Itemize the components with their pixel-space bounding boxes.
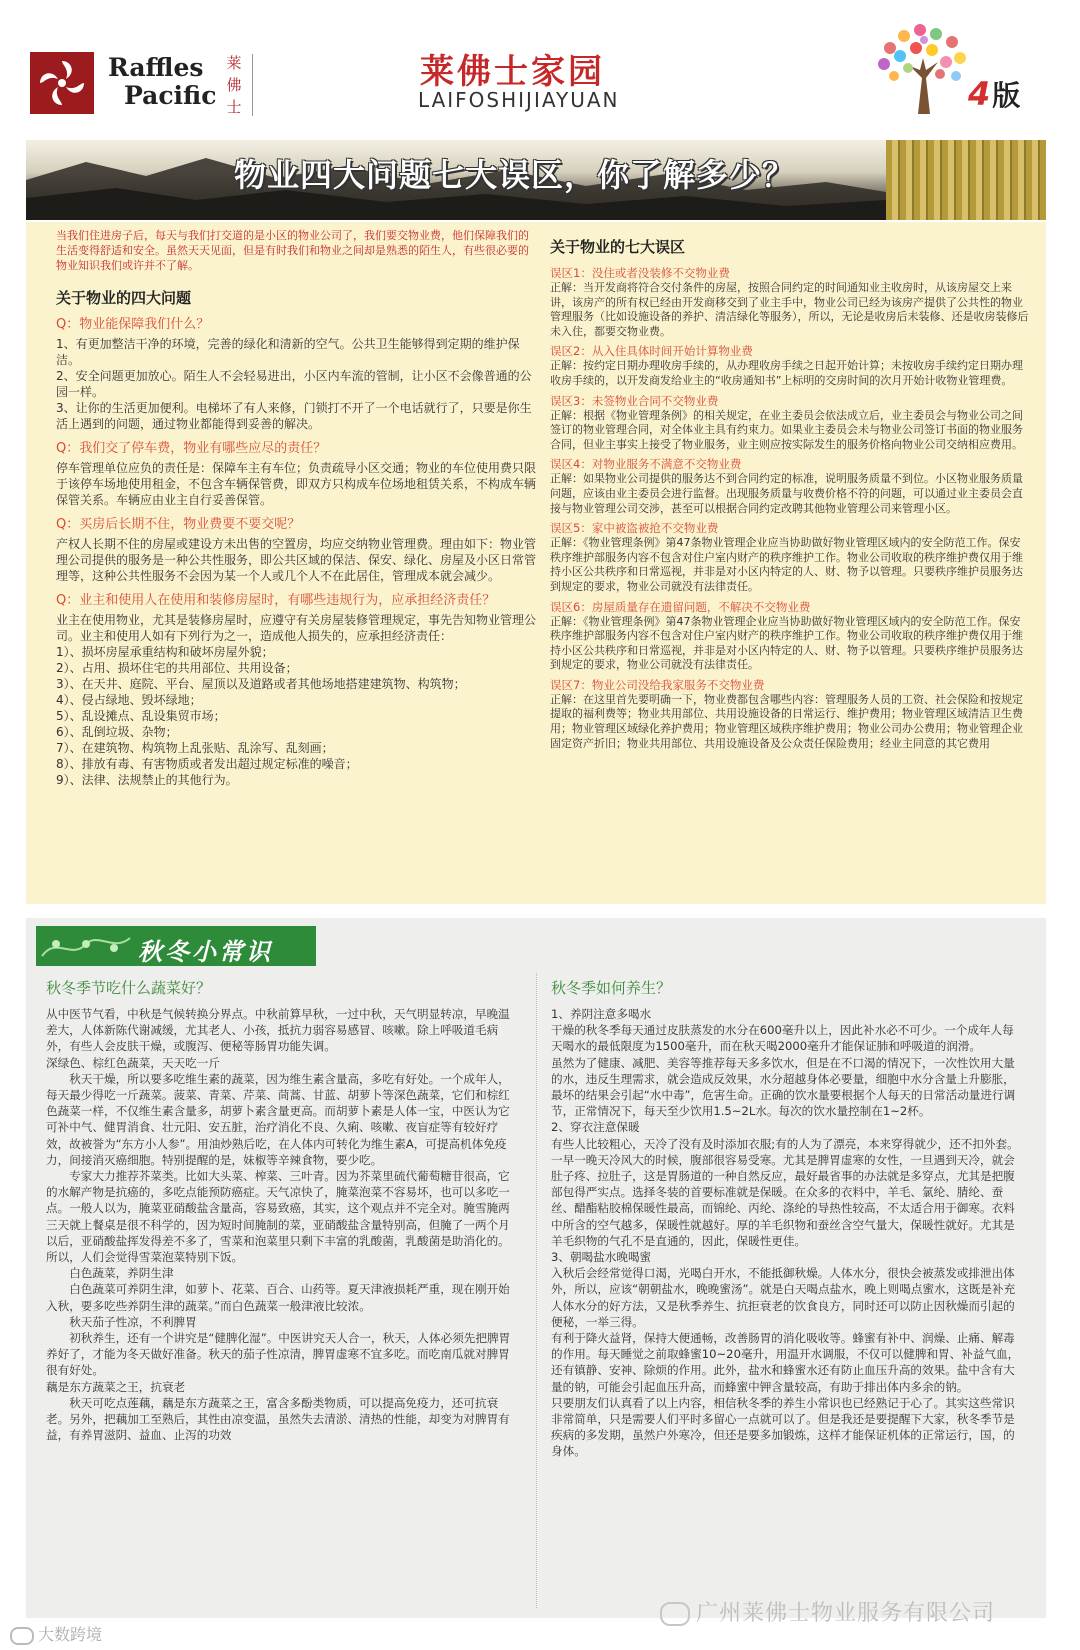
answer-4-item: 9）、法律、法规禁止的其他行为。 <box>56 773 238 787</box>
question-1: Q：物业能保障我们什么？ <box>56 317 210 332</box>
paragraph: 秋天可吃点莲藕，藕是东方蔬菜之王，富含多酚类物质，可以提高免疫力，还可抗衰老。另外，把藕加工至熟后，其性由凉变温，虽然失去清淤、清热的性能，却变为对脾胃有益，有养胃滋阴、益血、止泻的功效 <box>46 1395 510 1443</box>
four-questions-title: 关于物业的四大问题 <box>56 289 192 307</box>
brand-name-en <box>108 54 216 110</box>
answer-4-item: 1）、损坏房屋承重结构和破坏房屋外貌； <box>56 645 274 659</box>
paragraph: 初秋养生，还有一个讲究是“健脾化湿”。中医讲究天人合一，秋天，人体必须先把脾胃养好了，才能为冬天做好准备。秋天的茄子性凉清，脾胃虚寒不宜多吃。而吃南瓜就对脾胃很有好处。 <box>46 1331 511 1378</box>
paragraph: 白色蔬菜，养阴生津 <box>46 1266 174 1281</box>
answer-4-item: 7）、在建筑物、构筑物上乱张贴、乱涂写、乱刻画； <box>56 741 334 755</box>
paragraph: 只要朋友们认真看了以上内容，相信秋冬季的养生小常识也已经熟记于心了。其实这些常识非常简单，只是需要人们平时多留心一点就可以了。但是我还是要提醒下大家，秋冬季节是疾病的多发期，虽然户外寒冷，但还是要多加锻炼，这样才能保证机体的正常运行，国，的身体。 <box>551 1395 1015 1459</box>
answer-1-item: 2、安全问题更加放心。陌生人不会轻易进出，小区内车流的管制，让小区不会像普通的公园一样。 <box>56 369 532 399</box>
misconception-body: 正解：《物业管理条例》第47条物业管理企业应当协助做好物业管理区域内的安全防范工作。保安秩序维护部服务内容不包含对住户室内财产的秩序维护工作。物业公司收取的秩序维护费仅用于维持小区公共秩序和日常巡视，并非是对小区内特定的人、财、物予以管理。只要秩序维护员服务达到规定的要求，物业公司就没有法律责任。 <box>550 614 1023 672</box>
paragraph: 虽然为了健康、减肥、美容等推荐每天多多饮水，但是在不口渴的情况下，一次性饮用大量的水，违反生理需求，就会造成反效果，水分超越身体必要量，细胞中水分含量上升膨胀，最坏的结果会引起“水中毒”，危害生命。正确的饮水量要根据个人每天的日常活动量进行调节，正常情况下，每天至少饮用1.5~2L水。每次的饮水量控制在1~2杯。 <box>551 1055 1016 1119</box>
wechat-icon <box>660 1602 690 1626</box>
question-4: Q：业主和使用人在使用和装修房屋时，有哪些违规行为，应承担经济责任？ <box>56 593 496 608</box>
question-2: Q：我们交了停车费，物业有哪些应尽的责任？ <box>56 441 327 456</box>
answer-3: 产权人长期不住的房屋或建设方未出售的空置房，均应交纳物业管理费。理由如下：物业管理公司提供的服务是一种公共性服务，即公共区域的保洁、保安、绿化、房屋及小区日常管理等，这种公共性服务不会因为某一个人或几个人不在此居住，管理成本就会减少。 <box>56 537 537 583</box>
answer-1-item: 1、有更加整洁干净的环境，完善的绿化和清新的空气。公共卫生能够得到定期的维护保洁。 <box>56 337 520 367</box>
paragraph: 1、养阴注意多喝水 <box>551 1007 652 1021</box>
misconception-title: 误区2：从入住具体时间开始计算物业费 <box>550 344 753 359</box>
misconception-body: 正解：在这里首先要明确一下，物业费都包含哪些内容：管理服务人员的工资、社会保险和按规定提取的福利费等；物业共用部位、共用设施设备的日常运行、维护费用；物业管理区域清洁卫生费用；物业管理区域绿化养护费用；物业管理区域秩序维护费用；物业公司办公费用；物业管理企业固定资产折旧；物业共用部位、共用设施设备及公众责任保险费用；经业主同意的其它费用 <box>550 692 1023 750</box>
vine-ornament-icon <box>36 926 136 966</box>
column-divider <box>536 973 537 1608</box>
title-banner <box>26 140 1046 220</box>
answer-4-intro: 业主在使用物业，尤其是装修房屋时，应遵守有关房屋装修管理规定，事先告知物业管理公司。业主和使用人如有下列行为之一，造成他人损失的，应承担经济责任： <box>56 613 537 643</box>
paragraph: 入秋后会经常觉得口渴，光喝白开水，不能抵御秋燥。人体水分，很快会被蒸发或排泄出体外，所以，应该“朝朝盐水，晚晚蜜汤”。就是白天喝点盐水，晚上则喝点蜜水，这既是补充人体水分的好方法，又是秋季养生、抗拒衰老的饮食良方，同时还可以防止因秋燥而引起的便秘，一举三得。 <box>551 1266 1016 1329</box>
misconception-body: 正解：根据《物业管理条例》的相关规定，在业主委员会依法成立后，业主委员会与物业公司之间签订的物业管理合同，对全体业主具有约束力。如果业主委员会未与物业公司签订书面的物业服务合同，但业主事实上接受了物业服务，业主则应按实际发生的服务价格向物业公司交纳相应费用。 <box>550 408 1023 451</box>
header-divider <box>252 54 253 116</box>
vegetables-body <box>46 1006 520 1443</box>
tips-banner-title: 秋冬小常识 <box>138 938 273 966</box>
paragraph: 3、朝喝盐水晚喝蜜 <box>551 1250 652 1265</box>
vegetables-title: 秋冬季节吃什么蔬菜好？ <box>46 979 212 997</box>
paragraph: 秋天茄子性凉，不利脾胃 <box>46 1314 197 1329</box>
paragraph: 藕是东方蔬菜之王，抗衰老 <box>46 1379 186 1394</box>
paragraph: 深绿色、棕红色蔬菜，天天吃一斤 <box>46 1055 220 1070</box>
paragraph: 有利于降火益肾，保持大便通畅，改善肠胃的消化吸收等。蜂蜜有补中、润燥、止痛、解毒的作用。每天睡觉之前取蜂蜜10~20毫升，用温开水调服，不仅可以健脾和胃、补益气血，还有镇静、安神、除烦的作用。此外，盐水和蜂蜜水还有防止血压升高的效果。盐中含有大量的钠，可能会引起血压升高，而蜂蜜中钾含量较高，有助于排出体内多余的钠。 <box>551 1331 1020 1394</box>
paragraph: 干燥的秋冬季每天通过皮肤蒸发的水分在600毫升以上，因此补水必不可少。一个成年人每天喝水的最低限度为1500毫升，而在秋天喝2000毫升才能保证肺和呼吸道的润滑。 <box>551 1023 1014 1054</box>
misconception-title: 误区4：对物业服务不满意不交物业费 <box>550 457 742 472</box>
answer-4-item: 2）、占用、损坏住宅的共用部位、共用设备； <box>56 661 298 675</box>
paragraph: 有些人比较粗心，天冷了没有及时添加衣服;有的人为了漂亮，本来穿得就少，还不扣外套。一早一晚天冷风大的时候，腹部很容易受寒。尤其是脾胃虚寒的女性，一旦遇到天冷，就会肚子疼、拉肚子，这是胃肠道的一种自然反应，最好最省事的办法就是多穿点，尤其是把腹部包得严实点。选择冬装的首要标准就是保暖。在众多的衣料中，羊毛、氯纶、腈纶、蚕丝、醋酯粘胶棉保暖性最高，而锦纶、丙纶、涤纶的导热性较高，不太适合用于御寒。衣料中所含的空气越多，保暖性就越好。厚的羊毛织物和蚕丝含空气量大，保暖性就好。尤其是羊毛织物的气孔不是直通的，因此，保暖性更佳。 <box>551 1136 1019 1248</box>
misconception-body: 正解：当开发商将符合交付条件的房屋，按照合同约定的时间通知业主收房时，从该房屋交上来讲，该房产的所有权已经由开发商移交到了业主手中，物业公司已经为该房产提供了公共性的物业管理服务（比如设施设备的养护、清洁绿化等服务），所以，无论是收房后未装修、还是收房装修后未入住，都要交物业费。 <box>550 281 1029 338</box>
paragraph: 秋天干燥，所以要多吃维生素的蔬菜，因为维生素含量高，多吃有好处。一个成年人，每天最少得吃一斤蔬菜。菠菜、青菜、芹菜、茼蒿、甘蓝、胡萝卜等深色蔬菜，它们和棕红色蔬菜一样，不仅维生素含量多，胡萝卜素含量更高。而胡萝卜素是人体一宝，中医认为它可补中气、健胃消食、壮元阳、安五脏，治疗消化不良、久痢、咳嗽、夜盲症等有较好疗效，故被誉为“东方小人参”。用油炒熟后吃，在人体内可转化为维生素A，可提高机体免疫力，间接消灭癌细胞。特别提醒的是，妹椒等辛辣食物，要少吃。 <box>46 1071 510 1167</box>
answer-4-item: 4）、侵占绿地、毁坏绿地； <box>56 693 202 707</box>
page-header <box>0 0 1080 135</box>
watermark-right-text: 广州莱佛士物业服务有限公司 <box>696 1601 996 1626</box>
health-body <box>551 1006 1021 1460</box>
brand-name-line2: Pacific <box>124 81 217 110</box>
seven-misconceptions-title: 关于物业的七大误区 <box>550 238 686 256</box>
watermark-left-text: 大数跨境 <box>38 1625 103 1644</box>
edition-suffix: 版 <box>992 79 1021 112</box>
chat-bubble-icon <box>10 1627 34 1645</box>
health-column <box>551 978 1021 1460</box>
answer-1 <box>56 336 536 432</box>
paragraph: 白色蔬菜可养阴生津，如萝卜、花菜、百合、山药等。夏天津液损耗严重，现在刚开始入秋，要多吃些养阴生津的蔬菜。”而白色蔬菜一般津液比较浓。 <box>46 1282 510 1313</box>
health-title: 秋冬季如何养生？ <box>551 979 672 997</box>
answer-4-item: 3）、在天井、庭院、平台、屋顶以及道路或者其他场地搭建建筑物、构筑物； <box>56 677 466 691</box>
misconception-body: 正解：如果物业公司提供的服务达不到合同约定的标准，说明服务质量不到位。小区物业服务质量问题，应该由业主委员会进行监督。出现服务质量与收费价格不符的问题，可以通过业主委员会直接与物业管理公司交涉，甚至可以根据合同约定改聘其他物业管理公司来管理小区。 <box>550 472 1023 515</box>
brand-name-cn-vertical: 莱佛士 <box>226 54 242 116</box>
answer-2: 停车管理单位应负的责任是：保障车主有车位；负责疏导小区交通；物业的车位使用费只限于该停车场地使用租金，不包含车辆保管费，即双方只构成车位场地租赁关系，不构成车辆保管关系。车辆应由业主自行妥善保管。 <box>56 461 537 507</box>
autumn-winter-tips-section <box>26 918 1046 1618</box>
misconception-title: 误区6：房屋质量存在遗留问题，不解决不交物业费 <box>550 599 811 614</box>
intro-text: 当我们住进房子后，每天与我们打交道的是小区的物业公司了，我们要交物业费，他们保障我们的生活变得舒适和安全。虽然天天见面，但是有时我们和物业之间却是熟悉的陌生人，有些很必要的物业知识我们或许并不了解。 <box>56 229 529 272</box>
answer-4 <box>56 612 536 788</box>
misconception-body: 正解：《物业管理条例》第47条物业管理企业应当协助做好物业管理区域内的安全防范工作。保安秩序维护部服务内容不包含对住户室内财产的秩序维护工作。物业公司收取的秩序维护费仅用于维持小区公共秩序和日常巡视，并非是对小区内特定的人、财、物予以管理。只要秩序维护员服务达到规定的要求，物业公司就没有法律责任。 <box>550 536 1023 593</box>
answer-4-item: 8）、排放有毒、有害物质或者发出超过规定标准的噪音； <box>56 757 358 771</box>
four-questions-column <box>56 222 536 788</box>
paragraph: 专家大力推荐芥菜类。比如大头菜、榨菜、三叶青。因为芥菜里硫代葡萄糖苷很高，它的水解产物是抗癌的，多吃点能预防癌症。天气凉快了，腌菜泡菜不容易坏，也可以多吃一点。一般人以为，腌菜亚硝酸盐含量高，容易致癌，其实，这个观点并不完全对。腌雪腌两三天就上餐桌是很不科学的，因为短时间腌制的菜，亚硝酸盐含量特别高，但腌了一两个月以后，亚硝酸盐挥发得差不多了，雪菜和泡菜里只剩下丰富的乳酸菌，乳酸菌是助消化的。所以，人们会觉得雪菜泡菜特别下饭。 <box>46 1169 510 1265</box>
property-faq-section <box>26 222 1046 904</box>
banner-title: 物业四大问题七大误区，你了解多少？ <box>234 156 796 194</box>
paragraph: 2、穿衣注意保暖 <box>551 1120 640 1135</box>
misconception-title: 误区1：没住或者没装修不交物业费 <box>550 266 730 280</box>
masthead-title: 莱佛士家园 <box>420 52 605 92</box>
watermark-left <box>10 1622 102 1645</box>
book-decoration-icon <box>886 140 1046 220</box>
masthead-pinyin: LAIFOSHIJIAYUAN <box>418 88 620 112</box>
question-3: Q：买房后长期不住，物业费要不要交呢？ <box>56 517 301 532</box>
misconception-body: 正解：按约定日期办理收房手续的，从办理收房手续之日起开始计算；未按收房手续约定日期办理收房手续的，以开发商发给业主的“收房通知书”上标明的交房时间的次月开始计收物业管理费。 <box>550 359 1023 387</box>
vegetables-column <box>46 978 520 1443</box>
edition-label <box>968 74 1020 114</box>
seven-misconceptions-column <box>550 222 1030 755</box>
edition-number: 4 <box>968 75 991 113</box>
misconception-title: 误区7：物业公司没给我家服务不交物业费 <box>550 677 765 692</box>
answer-4-item: 6）、乱倒垃圾、杂物； <box>56 725 178 739</box>
misconception-title: 误区3：未签物业合同不交物业费 <box>550 393 719 408</box>
brand-name-line1: Raffles <box>108 53 204 82</box>
tips-banner <box>36 926 316 966</box>
answer-4-item: 5）、乱设摊点、乱设集贸市场； <box>56 709 226 723</box>
misconception-title: 误区5：家中被盗被抢不交物业费 <box>550 521 719 536</box>
brand-logo-icon <box>30 52 94 114</box>
watermark-right <box>660 1596 995 1627</box>
answer-1-item: 3、让你的生活更加便利。电梯坏了有人来修，门锁打不开了一个电话就行了，只要是你生活上遇到的问题，通过物业都能得到妥善的解决。 <box>56 401 532 431</box>
paragraph: 从中医节气看，中秋是气候转换分界点。中秋前算早秋，一过中秋，天气明显转凉，早晚温差大，人体新陈代谢减缓，尤其老人、小孩，抵抗力弱容易感冒、咳嗽。除上呼吸道毛病外，有些人会皮肤干燥，或腹泻、便秘等肠胃功能失调。 <box>46 1007 510 1054</box>
